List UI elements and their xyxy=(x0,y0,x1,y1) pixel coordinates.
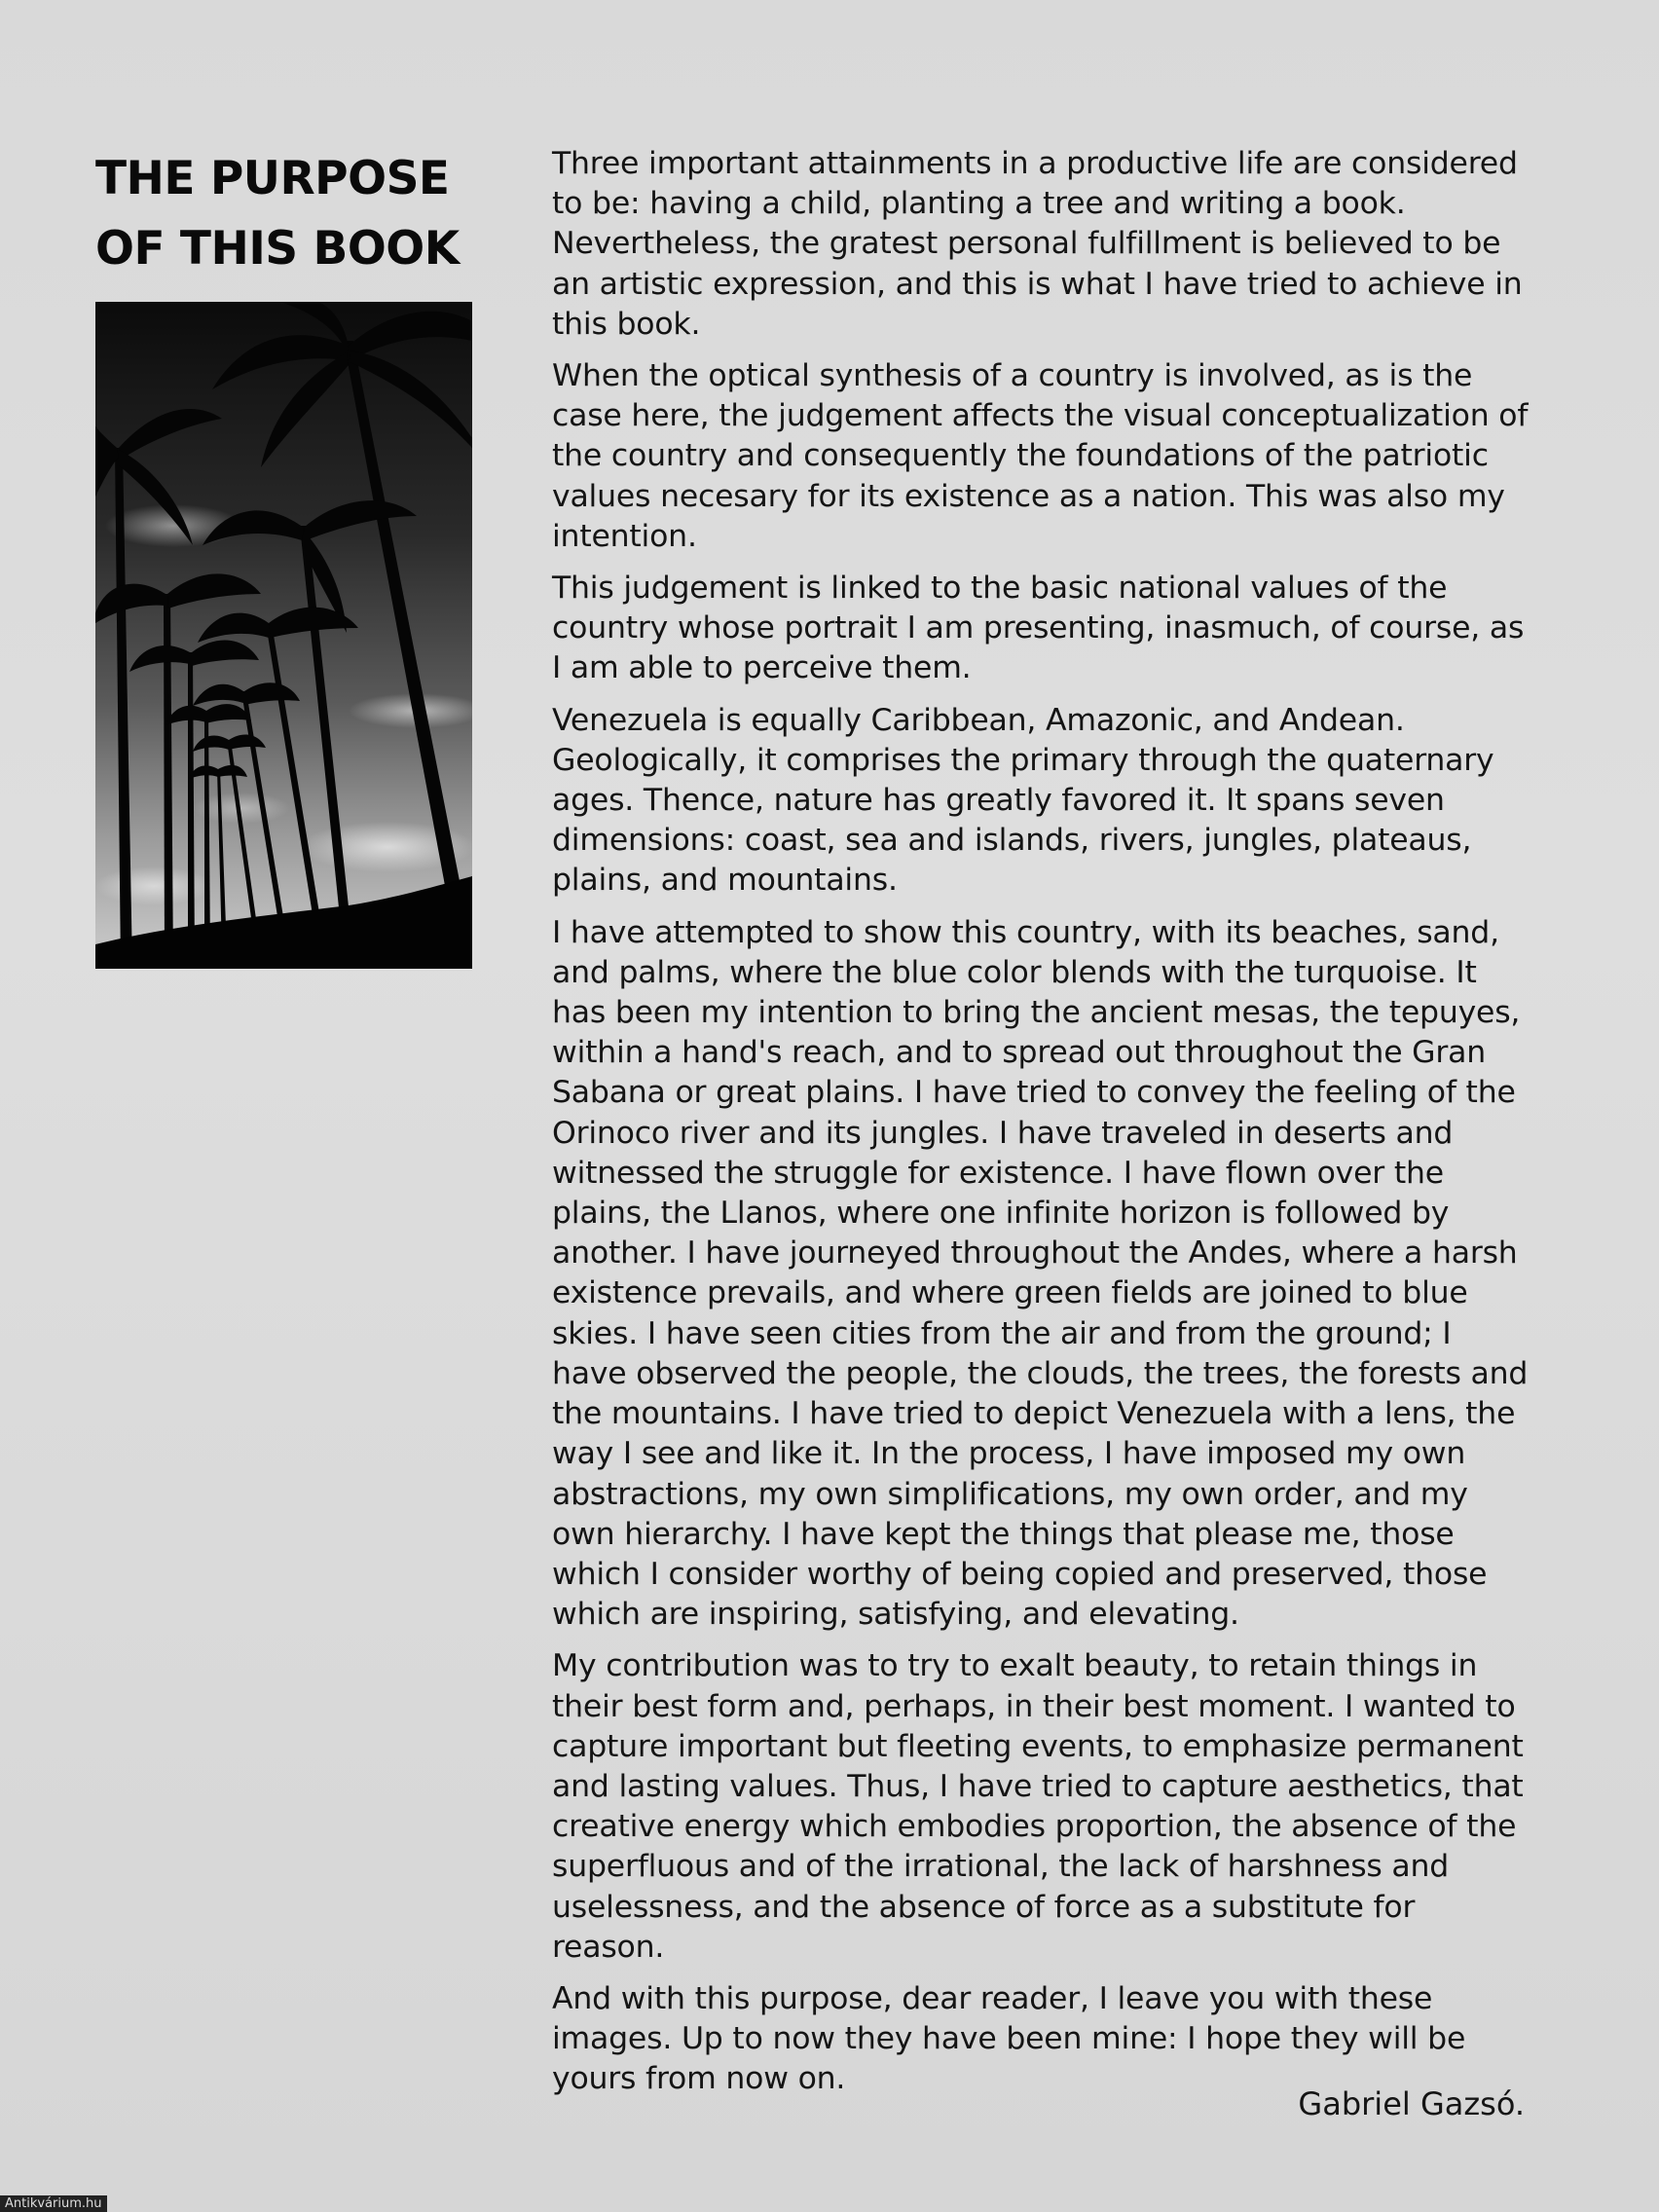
paragraph: Three important attainments in a productive life are considered to be: having a child, planting a tree and writing a book. Nevertheless, the gratest personal fulfillment is believed to be an artistic expression, and this is what I have tried to achieve in this book. xyxy=(552,146,1523,342)
page-title xyxy=(95,144,475,284)
body-text xyxy=(552,144,1530,2112)
paragraph: When the optical synthesis of a country is involved, as is the case here, the judgement affects the visual conceptualization of the country and consequently the foundations of the patriotic values necesary for its existence as a nation. This was also my intention. xyxy=(552,358,1529,554)
watermark: Antikvárium.hu xyxy=(0,2195,107,2212)
title-line-2: OF THIS BOOK xyxy=(95,222,460,276)
paragraph: And with this purpose, dear reader, I leave you with these images. Up to now they have been mine: I hope they will be yours from now on. xyxy=(552,1980,1466,2097)
palm-trees-photo xyxy=(95,302,472,969)
palm-trees-image xyxy=(95,302,472,969)
author-signature: Gabriel Gazsó. xyxy=(1298,2085,1525,2122)
paragraph: This judgement is linked to the basic national values of the country whose portrait I am presenting, inasmuch, of course, as I am able to perceive them. xyxy=(552,571,1525,686)
paragraph: My contribution was to try to exalt beauty, to retain things in their best form and, perhaps, in their best moment. I wanted to capture important but fleeting events, to emphasize permanent and lasting values. Thus, I have tried to capture aesthetics, that creative energy which embodies proportion, the absence of the superfluous and of the irrational, the lack of harshness and uselessness, and the absence of force as a substitute for reason. xyxy=(552,1648,1524,1965)
title-block xyxy=(95,144,475,284)
title-line-1: THE PURPOSE xyxy=(95,152,450,205)
paragraph: I have attempted to show this country, with its beaches, sand, and palms, where the blue color blends with the turquoise. It has been my intention to bring the ancient mesas, the tepuyes, within a hand's reach, and to spread out throughout the Gran Sabana or great plains. I have tried to convey the feeling of the Orinoco river and its jungles. I have traveled in deserts and witnessed the struggle for existence. I have flown over the plains, the Llanos, where one infinite horizon is followed by another. I have journeyed throughout the Andes, where a harsh existence prevails, and where green fields are joined to blue skies. I have seen cities from the air and from the ground; I have observed the people, the clouds, the trees, the forests and the mountains. I have tried to depict Venezuela with a lens, the way I see and like it. In the process, I have imposed my own abstractions, my own simplifications, my own order, and my own hierarchy. I have kept the things that please me, those which I consider worthy of being copied and preserved, those which are inspiring, satisfying, and elevating. xyxy=(552,914,1529,1633)
paragraph: Venezuela is equally Caribbean, Amazonic, and Andean. Geologically, it comprises the primary through the quaternary ages. Thence, nature has greatly favored it. It spans seven dimensions: coast, sea and islands, rivers, jungles, plateaus, plains, and mountains. xyxy=(552,702,1494,899)
